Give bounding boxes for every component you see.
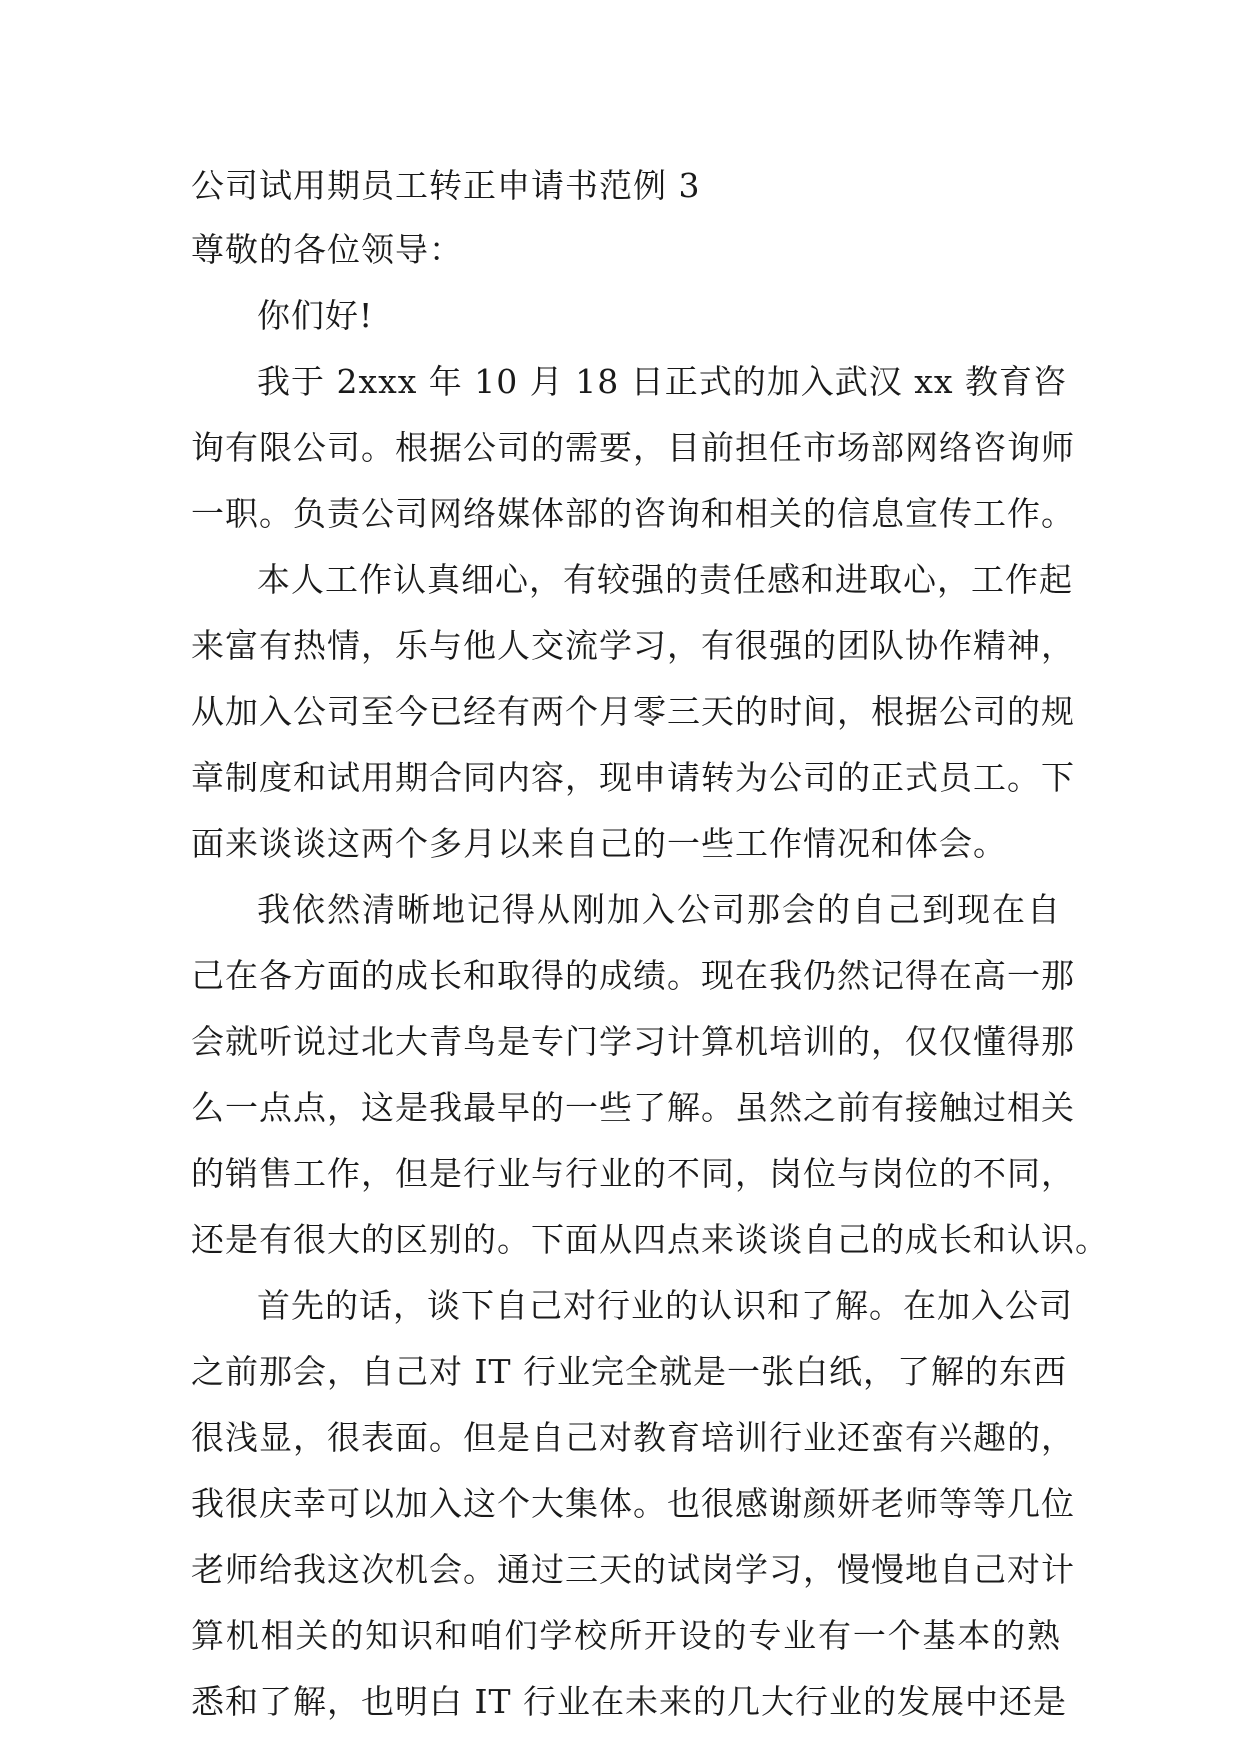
paragraph-line: 我于 2xxx 年 10 月 18 日正式的加入武汉 xx 教育咨: [257, 362, 1067, 401]
paragraph-line: 算机相关的知识和咱们学校所开设的专业有一个基本的熟: [191, 1616, 1061, 1655]
paragraph-line: 询有限公司。根据公司的需要，目前担任市场部网络咨询师: [191, 428, 1075, 467]
paragraph-line: 首先的话，谈下自己对行业的认识和了解。在加入公司: [257, 1286, 1073, 1325]
greeting-paragraph: [191, 283, 1061, 349]
paragraph-line: 之前那会，自己对 IT 行业完全就是一张白纸，了解的东西: [191, 1352, 1068, 1391]
salutation: 尊敬的各位领导：: [191, 230, 463, 269]
document-title: 公司试用期员工转正申请书范例 3: [191, 166, 701, 205]
paragraph-line: 还是有很大的区别的。下面从四点来谈谈自己的成长和认识。: [191, 1220, 1109, 1259]
paragraph-line: 一职。负责公司网络媒体部的咨询和相关的信息宣传工作。: [191, 494, 1075, 533]
paragraph-industry: [191, 1273, 1075, 1735]
paragraph-line: 老师给我这次机会。通过三天的试岗学习，慢慢地自己对计: [191, 1550, 1075, 1589]
paragraph-line: 我依然清晰地记得从刚加入公司那会的自己到现在自: [257, 890, 1061, 929]
paragraph-line: 章制度和试用期合同内容，现申请转为公司的正式员工。下: [191, 758, 1075, 797]
paragraph-line: 悉和了解，也明白 IT 行业在未来的几大行业的发展中还是: [191, 1682, 1068, 1721]
paragraph-line: 从加入公司至今已经有两个月零三天的时间，根据公司的规: [191, 692, 1075, 731]
paragraph-line: 很浅显，很表面。但是自己对教育培训行业还蛮有兴趣的，: [191, 1418, 1075, 1457]
paragraph-growth: [191, 877, 1109, 1273]
paragraph-join-date: [191, 349, 1075, 547]
paragraph-line: 我很庆幸可以加入这个大集体。也很感谢颜妍老师等等几位: [191, 1484, 1075, 1523]
paragraph-line: 的销售工作，但是行业与行业的不同，岗位与岗位的不同，: [191, 1154, 1075, 1193]
paragraph-line: 面来谈谈这两个多月以来自己的一些工作情况和体会。: [191, 824, 1007, 863]
paragraph-line: 会就听说过北大青鸟是专门学习计算机培训的，仅仅懂得那: [191, 1022, 1075, 1061]
greeting: 你们好!: [257, 296, 374, 335]
paragraph-line: 本人工作认真细心，有较强的责任感和进取心，工作起: [257, 560, 1073, 599]
document-body: [191, 155, 1109, 1735]
paragraph-self-assessment: [191, 547, 1075, 877]
paragraph-line: 么一点点，这是我最早的一些了解。虽然之前有接触过相关: [191, 1088, 1075, 1127]
paragraph-line: 来富有热情，乐与他人交流学习，有很强的团队协作精神，: [191, 626, 1075, 665]
paragraph-line: 己在各方面的成长和取得的成绩。现在我仍然记得在高一那: [191, 956, 1075, 995]
